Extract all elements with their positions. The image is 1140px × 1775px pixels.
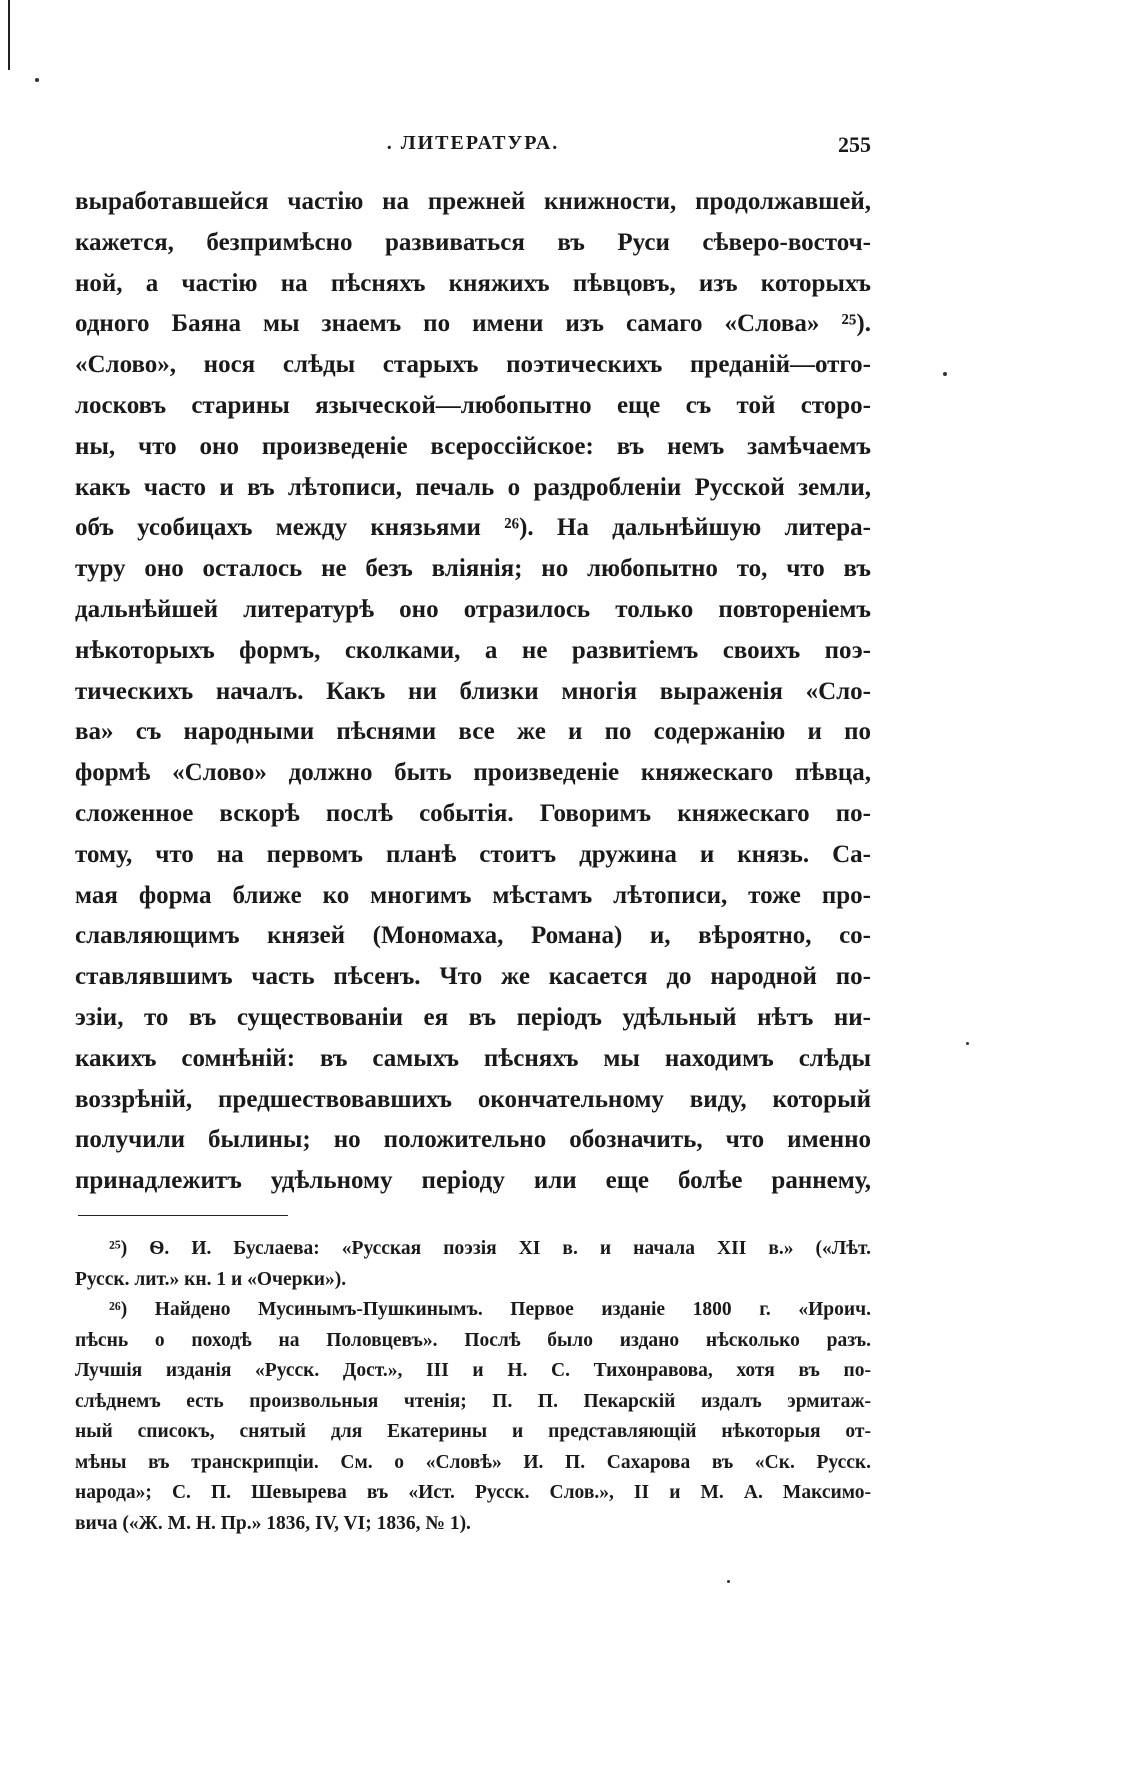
footnote-rule [78, 1215, 288, 1216]
text-line: формѣ «Слово» должно быть произведеніе княжескаго пѣвца, [75, 759, 871, 787]
text-line: одного Баяна мы знаемъ по имени изъ самаго «Слова» ²⁵). [75, 310, 871, 338]
running-head [75, 132, 871, 166]
text-line: ны, что оно произведеніе всероссійское: въ немъ замѣчаемъ [75, 432, 871, 460]
text-line: мая форма ближе ко многимъ мѣстамъ лѣтописи, тоже про- [75, 881, 871, 909]
text-line: какъ часто и въ лѣтописи, печаль о раздробленіи Русской земли, [75, 473, 871, 501]
footnote-line: народа»; С. П. Шевырева въ «Ист. Русск. Слов.», II и М. А. Максимо- [75, 1482, 871, 1503]
footnote-line: мѣны въ транскрипціи. См. о «Словѣ» И. П. Сахарова въ «Ск. Русск. [75, 1451, 871, 1473]
footnote-line: ²⁶) Найдено Мусинымъ-Пушкинымъ. Первое изданіе 1800 г. «Ироич. [109, 1299, 871, 1320]
scan-page-edge [8, 0, 10, 70]
text-line: лосковъ старины языческой—любопытно еще съ той сторо- [75, 391, 871, 419]
footnote-26 [75, 1295, 871, 1539]
footnote-line: ный списокъ, снятый для Екатерины и представляющій нѣкоторыя от- [75, 1421, 871, 1442]
scan-speck [35, 78, 39, 82]
page-number: 255 [838, 132, 871, 157]
footnote-25 [75, 1234, 871, 1295]
text-line: какихъ сомнѣній: въ самыхъ пѣсняхъ мы находимъ слѣды [75, 1044, 871, 1072]
text-line: получили былины; но положительно обозначить, что именно [75, 1126, 871, 1154]
text-line: объ усобицахъ между князьями ²⁶). На дальнѣйшую литера- [75, 514, 871, 542]
text-line: ва» съ народными пѣснями все же и по содержанію и по [75, 718, 871, 746]
text-line: принадлежитъ удѣльному періоду или еще болѣе раннему, [75, 1167, 871, 1195]
footnote-line: вича («Ж. М. Н. Пр.» 1836, IV, VI; 1836, № 1). [75, 1512, 471, 1534]
text-line: славляющимъ князей (Мономаха, Романа) и, вѣроятно, со- [75, 922, 871, 950]
footnote-line: Русск. лит.» кн. 1 и «Очерки»). [75, 1268, 347, 1290]
text-line: туру оно осталось не безъ вліянія; но любопытно то, что въ [75, 555, 871, 583]
footnote-line: Лучшія изданія «Русск. Дост.», III и Н. С. Тихонравова, хотя въ по- [75, 1360, 871, 1381]
text-line: кажется, безпримѣсно развиваться въ Руси сѣверо-восточ- [75, 228, 871, 256]
text-line: ставлявшимъ часть пѣсенъ. Что же касается до народной по- [75, 963, 871, 991]
scan-speck [966, 1042, 969, 1045]
text-line: сложенное вскорѣ послѣ событія. Говоримъ княжескаго по- [75, 799, 871, 827]
scan-speck [727, 1580, 730, 1583]
text-line: ной, а частію на пѣсняхъ княжихъ пѣвцовъ, изъ которыхъ [75, 269, 871, 297]
body-text [75, 182, 871, 1202]
text-line: дальнѣйшей литературѣ оно отразилось только повтореніемъ [75, 595, 871, 623]
footnote-line: слѣднемъ есть произвольныя чтенія; П. П. Пекарскій издалъ эрмитаж- [75, 1390, 871, 1412]
footnote-line: пѣснь о походѣ на Половцевъ». Послѣ было издано нѣсколько разъ. [75, 1329, 871, 1351]
footnote-line: ²⁵) Ѳ. И. Буслаева: «Русская поэзія XI в. и начала XII в.» («Лѣт. [109, 1238, 871, 1259]
footnotes [75, 1234, 871, 1539]
text-line: «Слово», нося слѣды старыхъ поэтическихъ преданій—отго- [75, 351, 871, 379]
text-line: тому, что на первомъ планѣ стоитъ дружина и князь. Са- [75, 840, 871, 868]
running-title: . ЛИТЕРАТУРА. [386, 132, 560, 154]
text-line: эзіи, то въ существованіи ея въ періодъ удѣльный нѣтъ ни- [75, 1003, 871, 1031]
scan-speck [943, 372, 947, 376]
text-line: выработавшейся частію на прежней книжности, продолжавшей, [75, 188, 871, 215]
text-line: воззрѣній, предшествовавшихъ окончательному виду, который [75, 1085, 871, 1113]
text-line: тическихъ началъ. Какъ ни близки многія выраженія «Сло- [75, 677, 871, 705]
text-line: нѣкоторыхъ формъ, сколками, а не развитіемъ своихъ поэ- [75, 636, 871, 664]
